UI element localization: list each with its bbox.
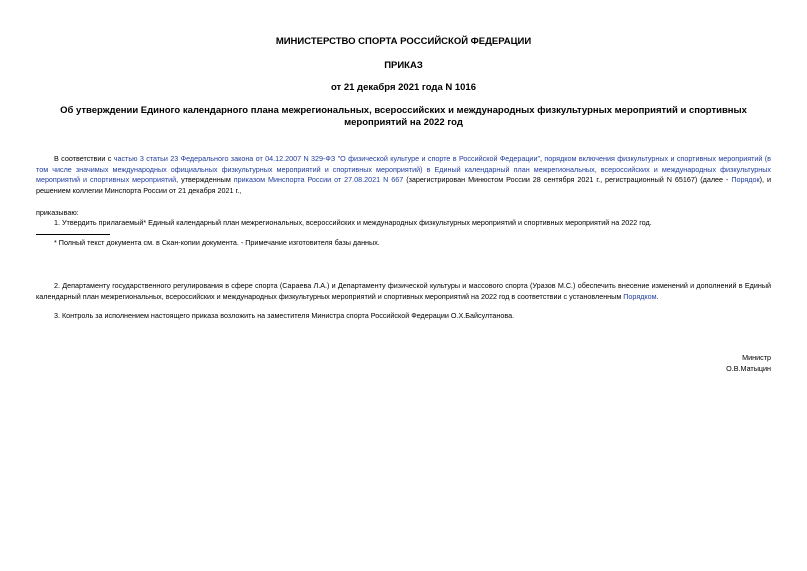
footnote: * Полный текст документа см. в Скан-копии документа. - Примечание изготовителя базы данных. (54, 238, 380, 247)
poryadok-link[interactable]: Порядок (731, 175, 760, 184)
footnote-divider (36, 234, 110, 235)
intro-text-5: ), и решением коллегии Минспорта России от 21 декабря 2021 г., (36, 175, 772, 195)
intro-text-4: (зарегистрирован Минюстом России 28 сентября 2021 г., регистрационный N 65167) (далее - (403, 175, 732, 184)
item-3: 3. Контроль за исполнением настоящего приказа возложить на заместителя Министра спорта Российской Федерации О.Х.Байсултанова. (54, 311, 515, 320)
intro-paragraph (36, 154, 771, 196)
law-link[interactable]: частью 3 статьи 23 Федерального закона от 04.12.2007 N 329-ФЗ "О физической культуре и спорте в Российской Федерации" (113, 154, 541, 163)
intro-text-2: , (540, 154, 545, 163)
order-title: Об утверждении Единого календарного плана межрегиональных, всероссийских и международных физкультурных мероприятий и спортивных мероприятий на 2022 год (60, 105, 747, 128)
order-heading: ПРИКАЗ (384, 60, 423, 71)
order-date: от 21 декабря 2021 года N 1016 (330, 82, 476, 93)
ministry-heading: МИНИСТЕРСТВО СПОРТА РОССИЙСКОЙ ФЕДЕРАЦИИ (275, 36, 532, 47)
procedure-link[interactable]: порядком включения физкультурных и спортивных мероприятий (в том числе значимых международных официальных физкультурных мероприятий и спортивных мероприятий) в Единый календарный план межрегиональных, всероссийских и международных физкультурных мероприятий и спортивных мероприятий (36, 154, 771, 184)
item-1: 1. Утвердить прилагаемый* Единый календарный план межрегиональных, всероссийских и международных физкультурных мероприятий и спортивных мероприятий на 2022 год. (54, 218, 652, 227)
poryadkom-link[interactable]: Порядком (623, 291, 657, 301)
signature-position: Министр (742, 353, 771, 362)
intro-text-3: , утвержденным (176, 175, 234, 184)
signature-name: О.В.Матыцин (726, 364, 771, 373)
signature-block (726, 352, 771, 374)
item-2-text: 2. Департаменту государственного регулирования в сфере спорта (Сараева Л.А.) и Департаменту физической культуры и массового спорта (Уразов М.С.) обеспечить внесение изменений и дополнений в Единый календарный план межрегиональных, всероссийских и международных физкультурных мероприятий и спортивных мероприятий на 2022 год в соответствии с установленным (36, 281, 771, 301)
decree-word: приказываю: (36, 208, 79, 217)
item-2-end: . (656, 291, 659, 301)
minsport-order-link[interactable]: приказом Минспорта России от 27.08.2021 N 667 (233, 175, 404, 184)
item-2 (36, 281, 771, 302)
intro-text-1: В соответствии с (54, 154, 114, 163)
